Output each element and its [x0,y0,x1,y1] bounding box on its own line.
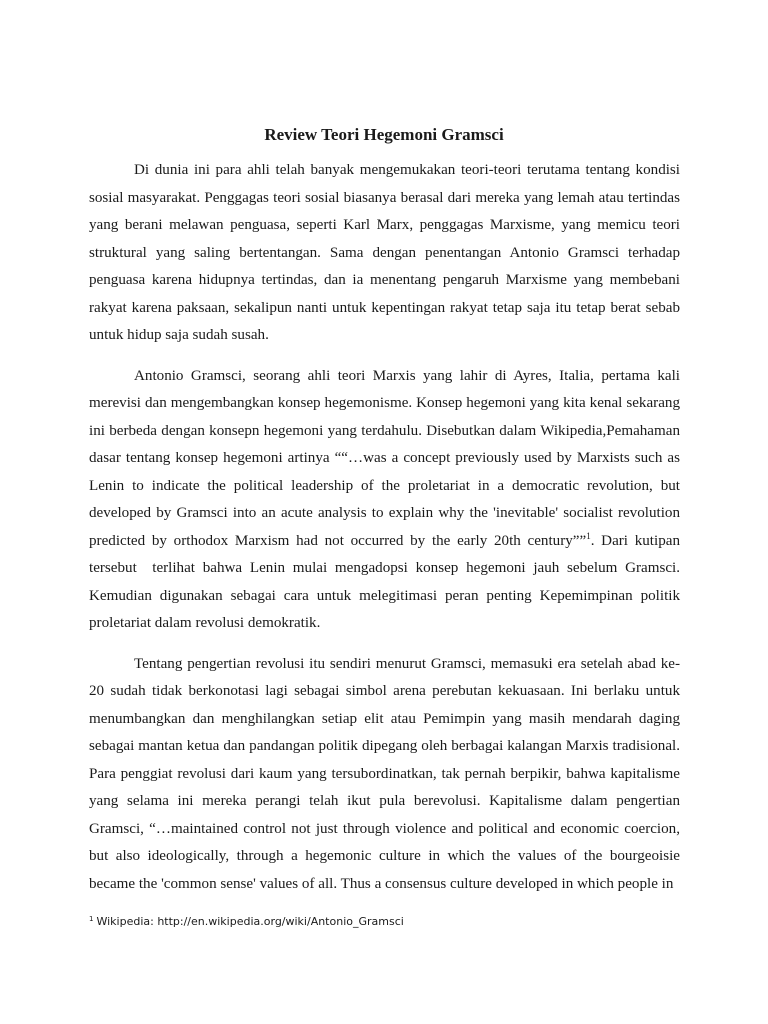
document-title: Review Teori Hegemoni Gramsci [264,125,504,144]
paragraph-2-rest: . Dari kutipan tersebut terlihat bahwa Lenin mulai mengadopsi konsep hegemoni jauh sebelum Gramsci. Kemudian digunakan sebagai cara untuk melegitimasi peran penting Kepemimpinan politik proletariat dalam revolusi demokratik. [89,532,680,631]
paragraph-2 [89,363,680,638]
document-body [89,157,680,898]
paragraph-1: Di dunia ini para ahli telah banyak mengemukakan teori-teori terutama tentang kondisi sosial masyarakat. Penggagas teori sosial biasanya berasal dari mereka yang lemah atau tertindas yang berani melawan penguasa, seperti Karl Marx, penggagas Marxisme, yang memicu teori struktural yang saling bertentangan. Sama dengan penentangan Antonio Gramsci terhadap penguasa karena hidupnya tertindas, dan ia menentang pengaruh Marxisme yang membebani rakyat karena paksaan, sekalipun nanti untuk kepentingan rakyat tetap saja itu tetap berat sebab untuk hidup saja sudah susah. [89,162,680,343]
footnote-text: Wikipedia: http://en.wikipedia.org/wiki/Antonio_Gramsci [96,915,404,928]
paragraph-2-main: Antonio Gramsci, seorang ahli teori Marxis yang lahir di Ayres, Italia, pertama kali merevisi dan mengembangkan konsep hegemonisme. Konsep hegemoni yang kita kenal sekarang ini berbeda dengan konsepn hegemoni yang terdahulu. Disebutkan dalam Wikipedia,Pemahaman dasar tentang konsep hegemoni artinya ““…was a concept previously used by Marxists such as Lenin to indicate the political leadership of the proletariat in a democratic revolution, but developed by Gramsci into an acute analysis to explain why the 'inevitable' socialist revolution predicted by orthodox Marxism had not occurred by the early 20th century”” [89,367,680,549]
footnote-reference: 1 [586,530,591,541]
footnote [89,915,404,928]
paragraph-3: Tentang pengertian revolusi itu sendiri menurut Gramsci, memasuki era setelah abad ke-20 sudah tidak berkonotasi lagi sebagai simbol arena perebutan kekuasaan. Ini berlaku untuk menumbangkan dan menghilangkan setiap elit atau Pemimpin yang masih mendarah daging sebagai mantan ketua dan pandangan politik dipegang oleh berbagai kalangan Marxis tradisional. Para penggiat revolusi dari kaum yang tersubordinatkan, tak pernah berpikir, bahwa kapitalisme yang selama ini mereka perangi telah ikut pula berevolusi. Kapitalisme dalam pengertian Gramsci, “…maintained control not just through violence and political and economic coercion, but also ideologically, through a hegemonic culture in which the values of the bourgeoisie became the 'common sense' values of all. Thus a consensus culture developed in which people in [89,655,680,892]
footnote-mark: 1 [89,915,94,923]
